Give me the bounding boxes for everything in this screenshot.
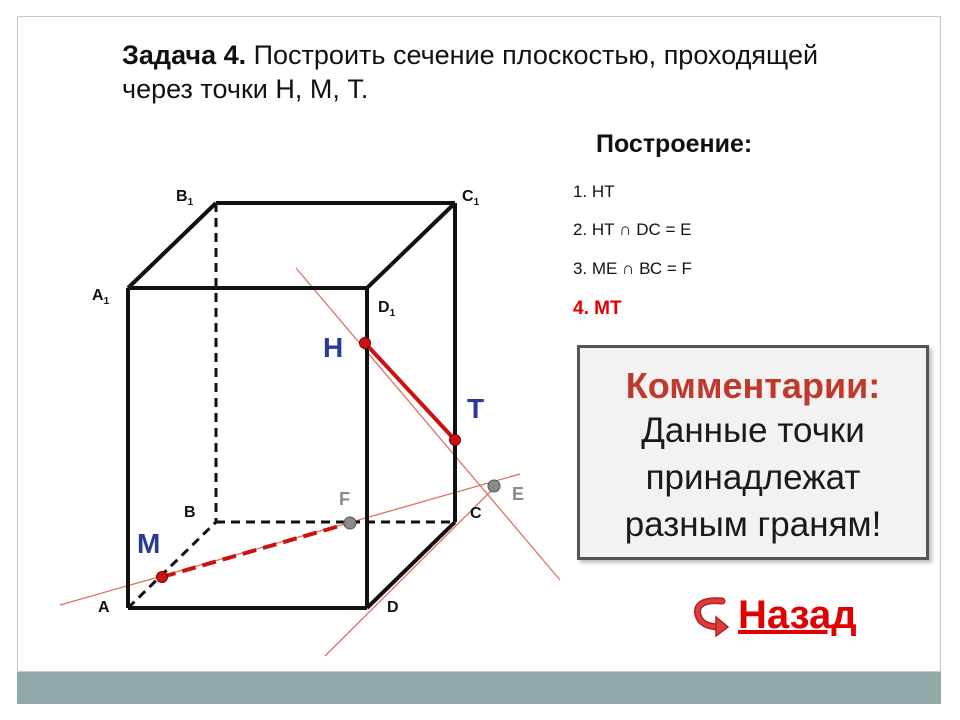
task-text: Построить сечение плоскостью, проходящей через точки Н, М, Т.: [122, 40, 819, 104]
vertex-a-label: A: [98, 599, 110, 616]
construction-heading: Построение:: [596, 130, 753, 158]
edge-dc: [367, 522, 455, 608]
comment-line-1: Данные точки: [641, 411, 865, 450]
point-e-label: Е: [512, 484, 525, 504]
point-m: [157, 572, 168, 583]
step-4: 4. МТ: [573, 298, 622, 319]
step-3: 3. МЕ ∩ ВС = F: [573, 259, 692, 278]
point-t: [450, 435, 461, 446]
section-ht: [365, 343, 455, 440]
vertex-a1-label: $A_1$: [92, 287, 110, 307]
step-1: 1. НТ: [573, 182, 615, 201]
comment-heading: Комментарии:: [625, 365, 881, 406]
aux-line-ht: [296, 268, 560, 580]
point-t-label: Т: [467, 393, 485, 424]
vertex-b-label: B: [184, 504, 196, 521]
point-e: [488, 480, 500, 492]
point-m-label: М: [137, 528, 161, 559]
step-2: 2. НТ ∩ DC = Е: [573, 220, 692, 239]
point-f: [344, 517, 356, 529]
vertex-c1-label: $C_1$: [462, 188, 480, 208]
edge-c1d1: [367, 203, 455, 288]
comment-box: [577, 345, 929, 560]
point-f-label: F: [339, 489, 350, 509]
back-link-label[interactable]: Назад: [738, 592, 857, 637]
u-turn-arrow-icon[interactable]: [692, 593, 730, 637]
task-number: Задача 4.: [122, 40, 247, 70]
point-h-label: Н: [323, 332, 344, 363]
point-h: [360, 338, 371, 349]
back-link[interactable]: [692, 590, 857, 640]
vertex-d-label: D: [387, 599, 399, 616]
vertex-d1-label: $D_1$: [378, 299, 396, 319]
vertex-c-label: C: [470, 505, 482, 522]
comment-line-2: принадлежат: [645, 458, 861, 497]
comment-line-3: разным граням!: [624, 505, 882, 544]
edge-a1b1: [128, 203, 216, 288]
vertex-b1-label: $B_1$: [176, 188, 194, 208]
